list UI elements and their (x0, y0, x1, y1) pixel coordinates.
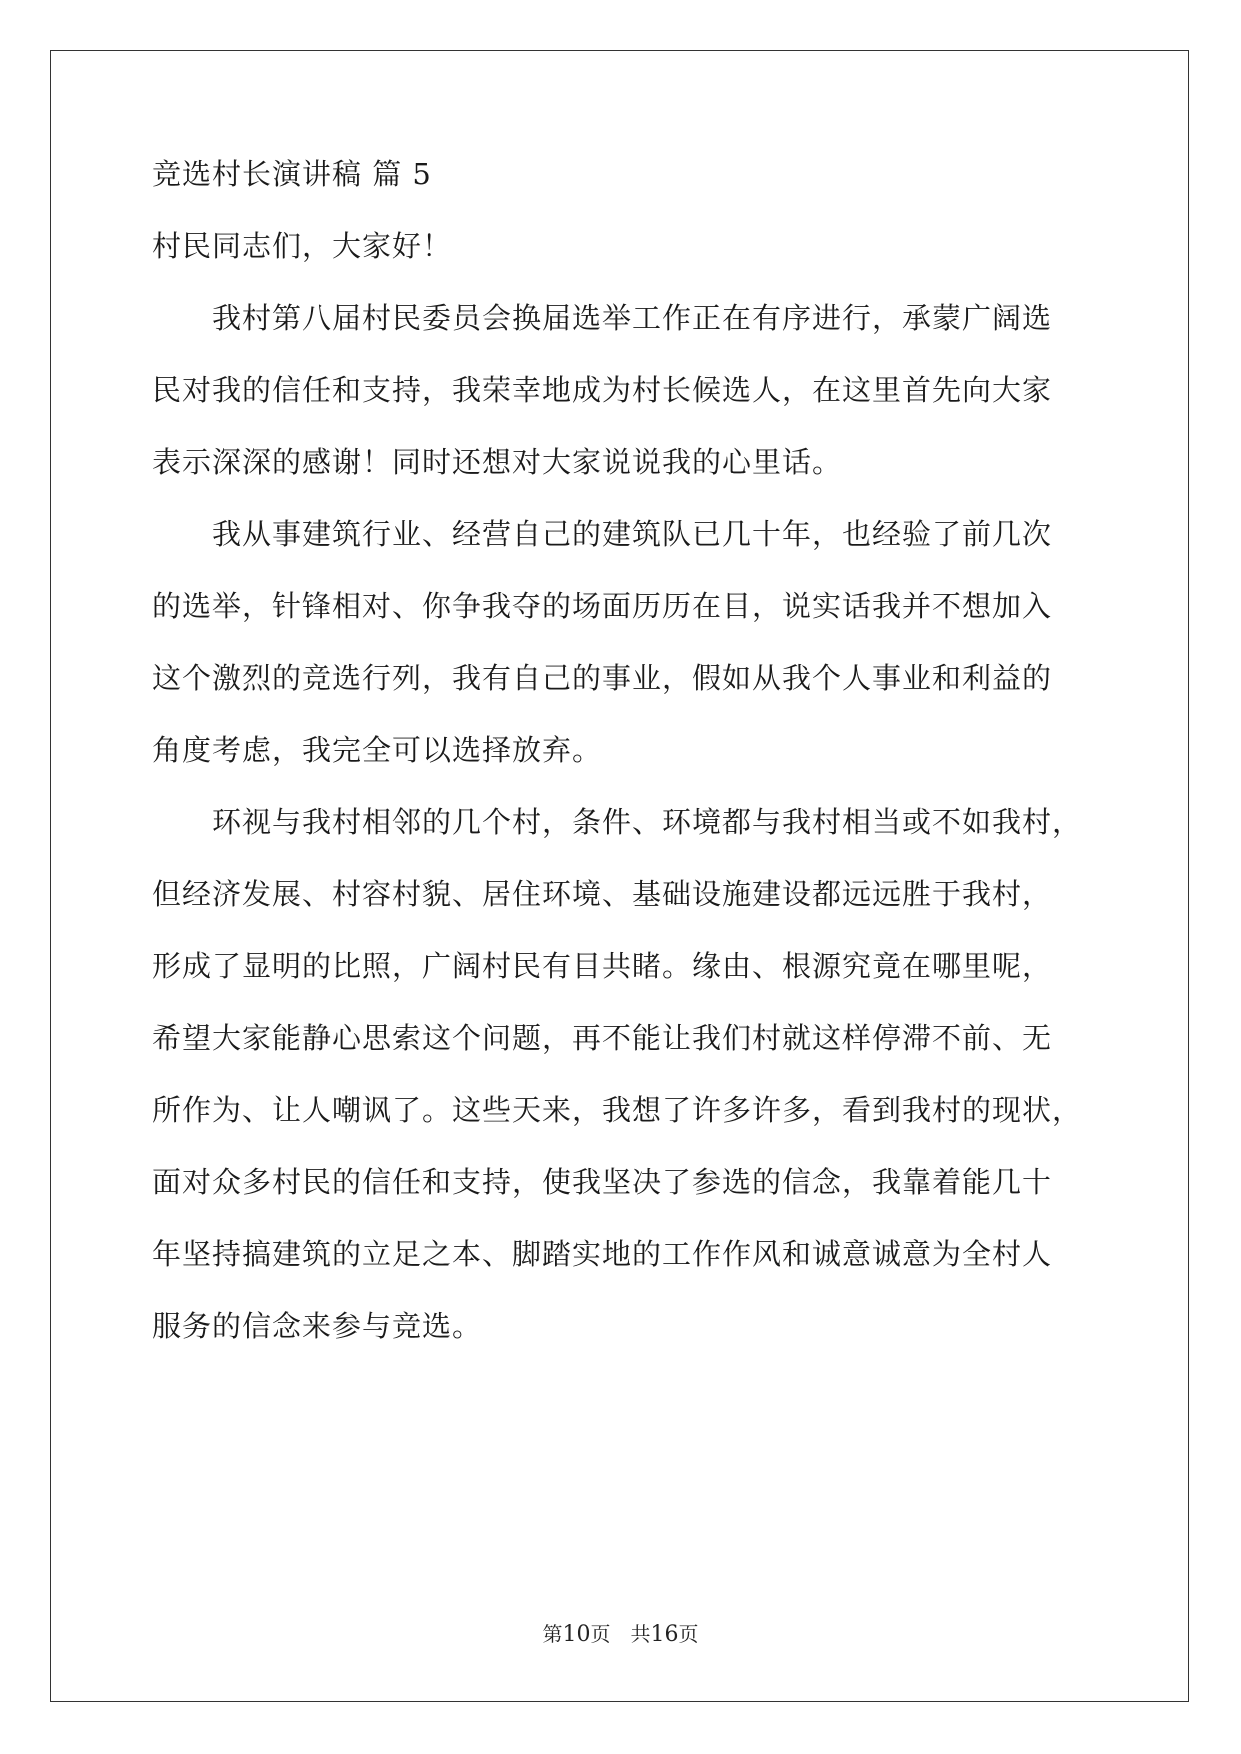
body-line: 角度考虑，我完全可以选择放弃。 (152, 733, 603, 767)
page-footer (0, 1620, 1241, 1649)
body-line: 所作为、让人嘲讽了。这些天来，我想了许多许多，看到我村的现状， (152, 1093, 1083, 1127)
body-line: 我村第八届村民委员会换届选举工作正在有序进行，承蒙广阔选 (152, 301, 1053, 335)
body-line: 表示深深的感谢！同时还想对大家说说我的心里话。 (152, 445, 843, 479)
body-line: 服务的信念来参与竞选。 (152, 1309, 483, 1343)
body-line: 年坚持搞建筑的立足之本、脚踏实地的工作作风和诚意诚意为全村人 (152, 1237, 1053, 1271)
body-line: 环视与我村相邻的几个村，条件、环境都与我村相当或不如我村， (152, 805, 1083, 839)
body-line: 的选举，针锋相对、你争我夺的场面历历在目，说实话我并不想加入 (152, 589, 1053, 623)
page-label-mid: 页 共 (590, 1622, 651, 1646)
body-line: 形成了显明的比照，广阔村民有目共睹。缘由、根源究竟在哪里呢， (152, 949, 1053, 983)
page-current: 10 (562, 1622, 591, 1647)
body-line: 希望大家能静心思索这个问题，再不能让我们村就这样停滞不前、无 (152, 1021, 1053, 1055)
body-line: 面对众多村民的信任和支持，使我坚决了参选的信念，我靠着能几十 (152, 1165, 1053, 1199)
greeting: 村民同志们，大家好！ (152, 229, 453, 263)
body-line: 但经济发展、村容村貌、居住环境、基础设施建设都远远胜于我村， (152, 877, 1053, 911)
body-line: 我从事建筑行业、经营自己的建筑队已几十年，也经验了前几次 (152, 517, 1053, 551)
body-line: 这个激烈的竞选行列，我有自己的事业，假如从我个人事业和利益的 (152, 661, 1053, 695)
page-total: 16 (650, 1622, 679, 1647)
body-line: 民对我的信任和支持，我荣幸地成为村长候选人，在这里首先向大家 (152, 373, 1053, 407)
page-label-prefix: 第 (542, 1622, 563, 1646)
document-title: 竞选村长演讲稿 篇 5 (152, 157, 432, 191)
page-label-suffix: 页 (678, 1622, 699, 1646)
